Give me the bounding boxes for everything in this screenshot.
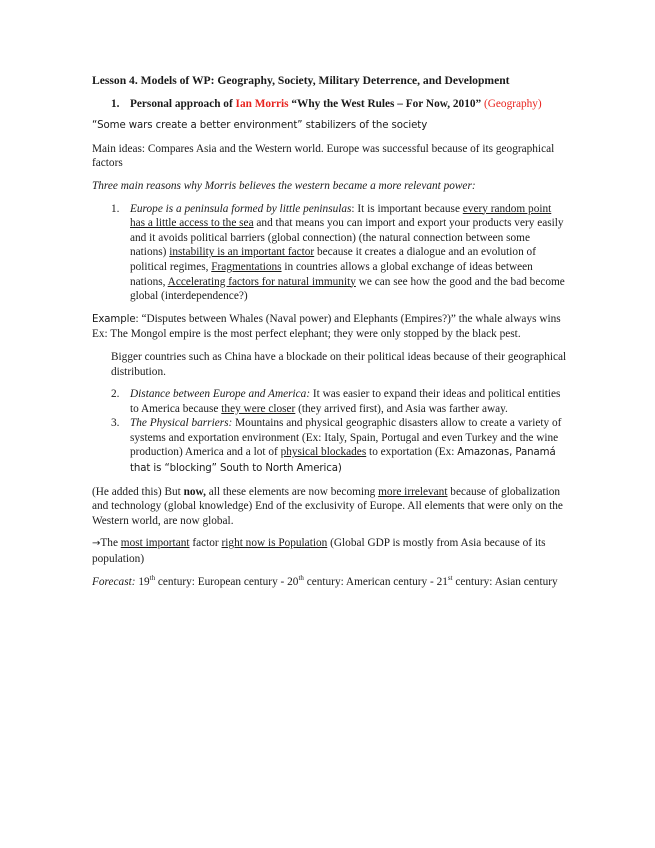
reason-2-lead: Distance between Europe and America: <box>130 388 311 401</box>
population-underline-2: right now is Population <box>221 537 328 550</box>
population-text: The <box>100 537 121 550</box>
reason-1-number: 1. <box>111 202 120 215</box>
reason-1-underline-2: instability is an important factor <box>169 246 315 259</box>
heading-number: 1. <box>111 97 120 110</box>
reason-1 <box>92 202 568 304</box>
population-underline-1: most important <box>120 537 190 550</box>
bigger-countries: Bigger countries such as China have a blockade on their political ideas because of their geographical distribution. <box>111 350 567 378</box>
reason-1-lead: Europe is a peninsula formed by little peninsulas <box>130 202 352 215</box>
forecast-sup-2: th <box>298 573 304 582</box>
right-arrow-icon: → <box>92 538 101 550</box>
added-text-2: all these elements are now becoming <box>205 485 379 498</box>
reason-1-underline-1: every random point has a little access to the sea <box>130 202 552 230</box>
reason-1-text: : It is important because <box>351 202 463 215</box>
reason-2-text-2: (they arrived first), and Asia was farther away. <box>295 402 508 415</box>
example-label: Example <box>92 313 136 325</box>
forecast-text: 19 <box>135 575 150 588</box>
added-underline: more irrelevant <box>378 485 448 498</box>
reason-1-underline-4: Accelerating factors for natural immunity <box>167 275 356 288</box>
forecast-text-2: century: European century - 20 <box>155 575 299 588</box>
added-text: (He added this) But <box>92 485 184 498</box>
heading-book: “Why the West Rules – For Now, 2010” <box>288 97 482 110</box>
reasons-list-2 <box>92 387 568 477</box>
reason-1-underline-3: Fragmentations <box>211 260 282 273</box>
reason-3-text-2: to exportation (Ex: <box>366 446 458 459</box>
example-text: : “Disputes between Whales (Naval power) and Elephants (Empires?)” the whale always wins Ex: The Mongol empire is the most perfect elephant; they were only stopped by the black pest. <box>92 312 561 341</box>
three-reasons-intro: Three main reasons why Morris believes the western became a more relevant power: <box>92 179 476 192</box>
reason-3 <box>92 416 568 476</box>
added-bold: now, <box>183 485 206 498</box>
reason-2 <box>92 387 568 416</box>
population-paragraph <box>92 536 568 566</box>
main-ideas: Main ideas: Compares Asia and the Western world. Europe was successful because of its geographical factors <box>92 142 555 170</box>
forecast-text-4: century: Asian century <box>452 575 558 588</box>
heading-author: Ian Morris <box>235 97 289 110</box>
reason-3-underline: physical blockades <box>280 446 367 459</box>
reason-3-text: Mountains and physical geographic disasters allow to create a variety of systems and exportation environment (Ex: Italy, Spain, Portugal and even Turkey and the wine production) America and a lot of <box>130 417 562 459</box>
reason-3-lead: The Physical barriers: <box>130 417 233 430</box>
quote-line: “Some wars create a better environment” stabilizers of the society <box>92 120 428 132</box>
reason-1-text-2: and that means you can import and export your products very easily and it avoids political barriers (global connection) (the natural connection between some nations) <box>130 217 564 259</box>
document-page <box>92 74 568 597</box>
heading-tag: (Geography) <box>481 97 542 110</box>
forecast-paragraph <box>92 575 568 590</box>
forecast-text-3: century: American century - 21 <box>303 575 448 588</box>
added-paragraph <box>92 485 568 529</box>
section-heading <box>111 97 568 112</box>
reason-2-text: It was easier to expand their ideas and political entities to America because <box>130 388 561 415</box>
reason-2-underline: they were closer <box>221 402 296 415</box>
reason-3-text-3: Amazonas, Panamá that is “blocking” South to North America) <box>130 447 556 475</box>
forecast-sup-3: st <box>447 573 453 582</box>
forecast-sup-1: th <box>149 573 156 582</box>
example-paragraph <box>92 312 568 342</box>
forecast-label: Forecast: <box>92 575 136 588</box>
population-text-3: (Global GDP is mostly from Asia because of its population) <box>92 537 546 566</box>
reason-1-text-5: we can see how the good and the bad become global (interdependence?) <box>130 275 565 303</box>
reason-1-text-3: because it creates a dialogue and an evolution of political regimes, <box>130 246 536 273</box>
heading-prefix: Personal approach of <box>130 97 236 110</box>
population-text-2: factor <box>189 537 222 550</box>
page-title: Lesson 4. Models of WP: Geography, Society, Military Deterrence, and Development <box>92 74 510 87</box>
reason-2-number: 2. <box>111 388 120 401</box>
reasons-list-1 <box>92 202 568 304</box>
added-text-3: because of globalization and technology (global knowledge) End of the exclusivity of Europe. All elements that were only on the Western world, are now global. <box>92 485 563 527</box>
reason-3-number: 3. <box>111 417 120 430</box>
reason-1-text-4: in countries allows a global exchange of ideas between nations, <box>130 260 533 288</box>
